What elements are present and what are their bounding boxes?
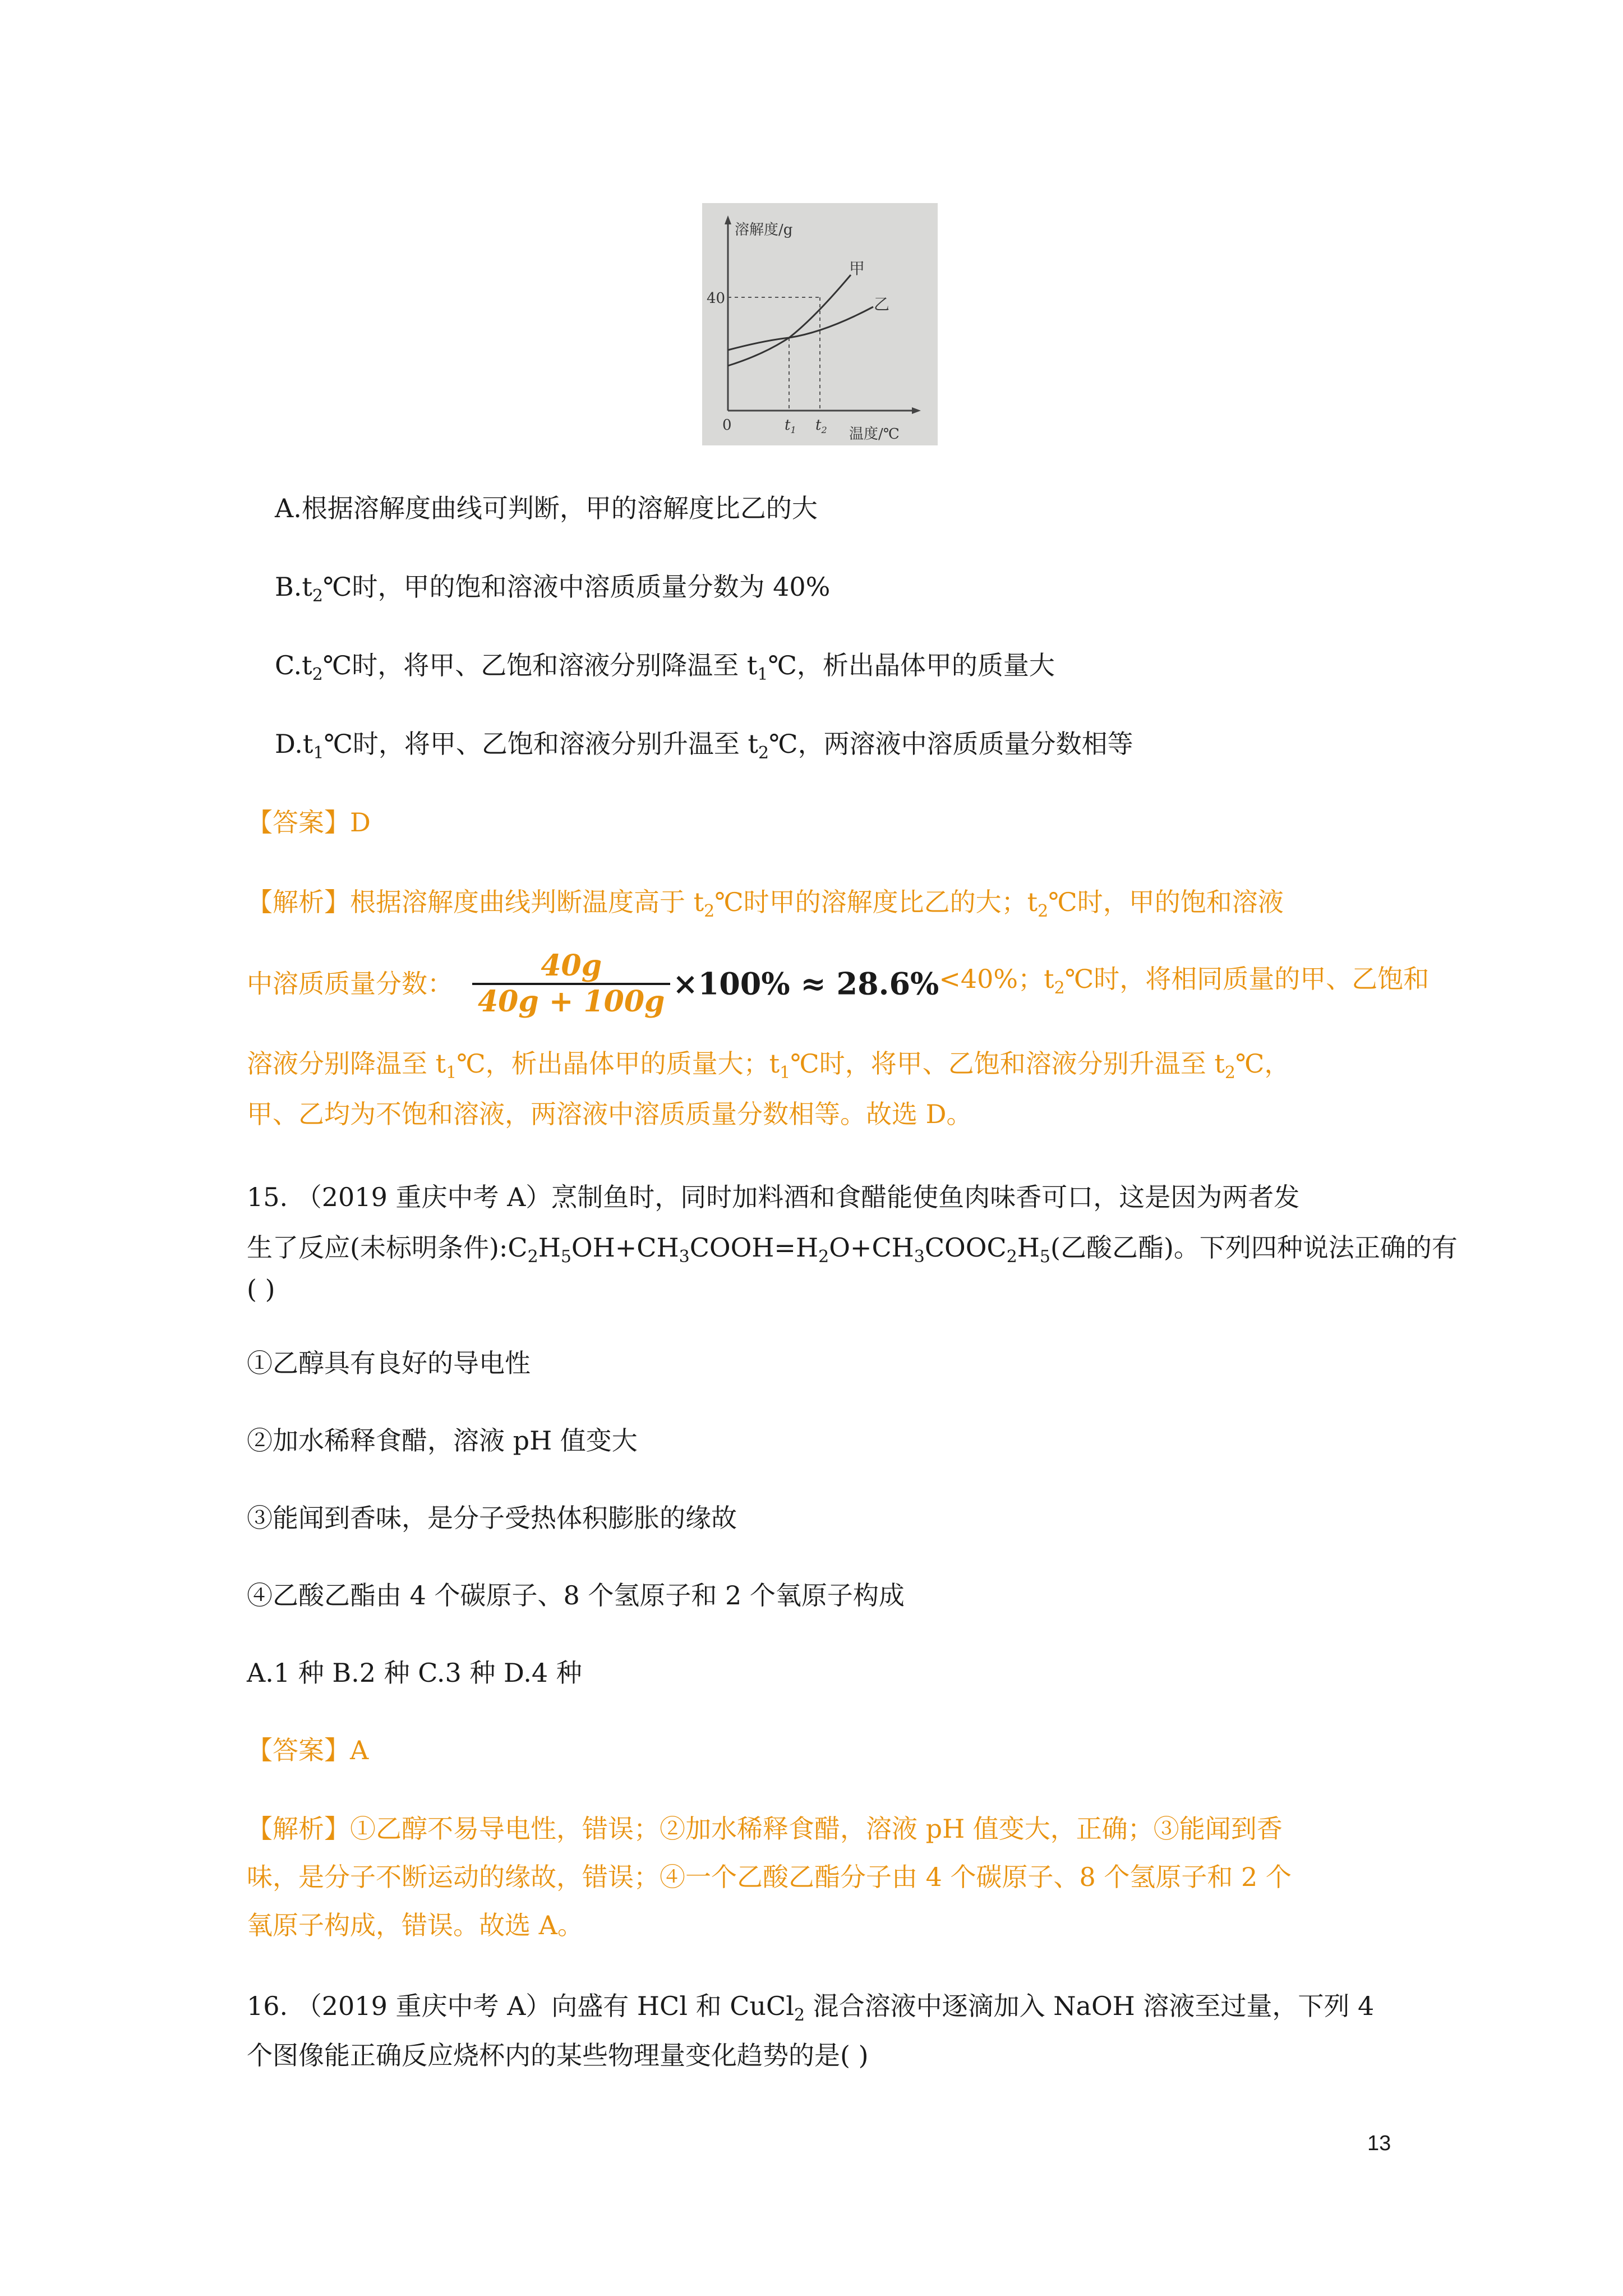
q15-stem-line2: 生了反应(未标明条件)$:C_2H_5OH+CH_3COOH=H_2O+CH_3COOC_2H_5$(乙酸乙酯)。下列四种说法正确的有 [247,1232,1458,1267]
q14-option-d: $D.t_1℃$时，将甲、乙饱和溶液分别升温至 $t_2℃$，两溶液中溶质质量分数相等 [275,729,1133,763]
mass-fraction-formula: $\frac{40g}{40g + 100g}$ [472,949,670,1019]
y-axis-arrow [725,215,731,224]
q14-answer: 【答案】D [247,807,371,838]
q14-explanation-line2: 中溶质质量分数： $\frac{40g}{40g + 100g}$ ×100% ≈ 28.6%<40%；$t_2℃$时，将相同质量的甲、乙饱和 [247,948,1430,1019]
curve-jia-label: 甲 [849,259,865,278]
q15-explanation-line2: 味，是分子不断运动的缘故，错误；④一个乙酸乙酯分子由 4 个碳原子、8 个氢原子和 2 个 [247,1862,1292,1892]
q15-statement-4: ④乙酸乙酯由 4 个碳原子、8 个氢原子和 2 个氧原子构成 [247,1580,905,1611]
t2-label: $t_2$ [815,417,827,435]
q15-stem-line3: ( ) [247,1274,275,1304]
y-axis-label: 溶解度/g [735,222,793,238]
solubility-chart [702,203,938,445]
q15-options: A.1 种 B.2 种 C.3 种 D.4 种 [247,1658,582,1688]
origin-label: 0 [722,417,732,434]
q15-explanation-line3: 氧原子构成，错误。故选 A。 [247,1910,583,1940]
q14-option-a: A.根据溶解度曲线可判断，甲的溶解度比乙的大 [275,493,818,523]
q15-stem-line1: 15. （2019 重庆中考 A）烹制鱼时，同时加料酒和食醋能使鱼肉味香可口，这是因为两者发 [247,1182,1300,1212]
q15-statement-3: ③能闻到香味，是分子受热体积膨胀的缘故 [247,1503,737,1533]
q14-explanation-line1: 【解析】根据溶解度曲线判断温度高于 $t_2℃$时甲的溶解度比乙的大；$t_2℃$时，甲的饱和溶液 [247,887,1284,921]
q14-explanation-line3: 溶液分别降温至 $t_1℃$，析出晶体甲的质量大；$t_1℃$时，将甲、乙饱和溶液分别升温至 $t_2℃$， [247,1048,1290,1083]
q16-stem-line1: 16. （2019 重庆中考 A）向盛有 HCl 和 CuCl$_2$ 混合溶液中逐滴加入 NaOH 溶液至过量，下列 4 [247,1991,1375,2025]
q15-answer: 【答案】A [247,1735,369,1765]
q16-stem-line2: 个图像能正确反应烧杯内的某些物理量变化趋势的是( ) [247,2040,869,2070]
q14-option-b: $B.t_2℃$时，甲的饱和溶液中溶质质量分数为 40% [275,572,831,606]
y-tick-40: 40 [707,290,726,307]
q14-option-c: $C.t_2℃$时，将甲、乙饱和溶液分别降温至 $t_1℃$，析出晶体甲的质量大 [275,650,1055,684]
q15-statement-1: ①乙醇具有良好的导电性 [247,1348,531,1378]
x-axis-arrow [912,407,921,414]
page-number: 13 [1367,2132,1391,2155]
curve-yi-label: 乙 [874,295,890,314]
x-axis-label: 温度/℃ [849,426,900,443]
t1-label: $t_1$ [785,417,796,435]
q14-explanation-line4: 甲、乙均为不饱和溶液，两溶液中溶质质量分数相等。故选 D。 [247,1099,972,1129]
solubility-curve-figure [702,203,938,445]
q15-statement-2: ②加水稀释食醋，溶液 pH 值变大 [247,1425,638,1456]
q15-explanation-line1: 【解析】①乙醇不易导电性，错误；②加水稀释食醋，溶液 pH 值变大，正确；③能闻到香 [247,1814,1283,1844]
